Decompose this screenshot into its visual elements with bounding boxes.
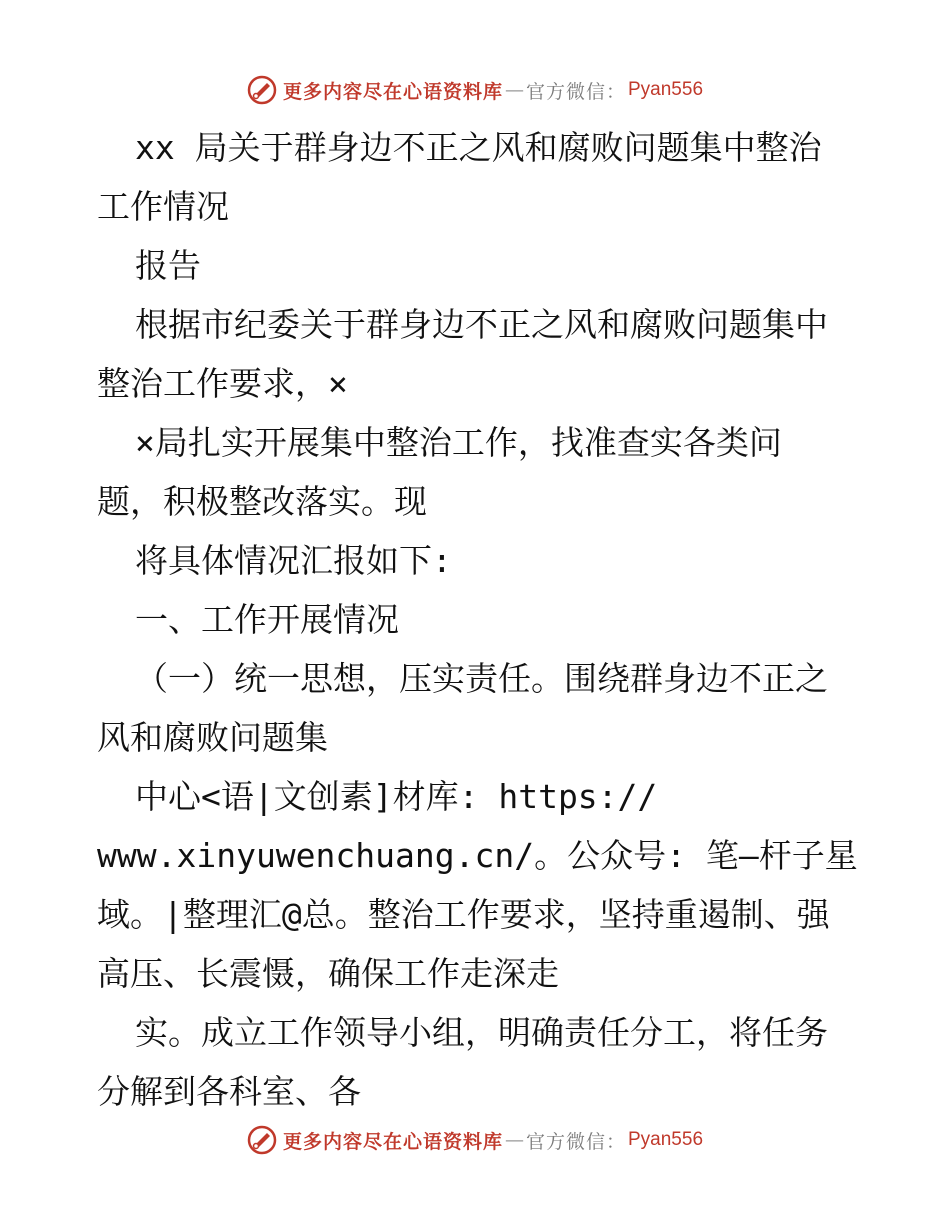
banner-wechat-id: Pyan556 — [628, 79, 704, 100]
paragraph-line: 实。成立工作领导小组，明确责任分工，将任务 — [135, 1013, 828, 1052]
paragraph-line: 中心<语|文创素]材库: https:// — [135, 777, 658, 816]
section-heading: 一、工作开展情况 — [135, 600, 399, 639]
header-watermark-banner — [0, 70, 950, 110]
brand-logo-icon — [247, 1125, 277, 1155]
paragraph-line: 风和腐败问题集 — [97, 718, 328, 757]
paragraph-line: 将具体情况汇报如下: — [135, 541, 452, 580]
banner-dash: — — [504, 79, 524, 101]
banner-dash: — — [504, 1129, 524, 1151]
banner-wechat-label: 官方微信： — [525, 1130, 626, 1153]
paragraph-line: 域。|整理汇@总。整治工作要求，坚持重遏制、强 — [97, 895, 830, 934]
document-title-line-3: 报告 — [135, 246, 201, 285]
paragraph-line: （一）统一思想，压实责任。围绕群身边不正之 — [135, 659, 828, 698]
banner-wechat-id: Pyan556 — [628, 1129, 704, 1150]
paragraph-line: 高压、长震慑，确保工作走深走 — [97, 954, 559, 993]
paragraph-line: 根据市纪委关于群身边不正之风和腐败问题集中 — [135, 305, 828, 344]
paragraph-line: www.xinyuwenchuang.cn/。公众号: 笔—杆子星 — [97, 836, 858, 875]
document-title-line-1: xx 局关于群身边不正之风和腐败问题集中整治 — [135, 128, 822, 167]
banner-wechat-label: 官方微信： — [525, 80, 626, 103]
banner-main-text: 更多内容尽在心语资料库 — [282, 1130, 503, 1153]
brand-logo-icon — [247, 75, 277, 105]
paragraph-line: 整治工作要求，× — [97, 364, 348, 403]
paragraph-line: 分解到各科室、各 — [97, 1072, 361, 1111]
banner-main-text: 更多内容尽在心语资料库 — [282, 80, 503, 103]
document-title-line-2: 工作情况 — [97, 187, 229, 226]
paragraph-line: 题，积极整改落实。现 — [97, 482, 427, 521]
footer-watermark-banner — [0, 1120, 950, 1160]
paragraph-line: ×局扎实开展集中整治工作，找准查实各类问 — [135, 423, 782, 462]
document-body — [97, 118, 877, 1121]
